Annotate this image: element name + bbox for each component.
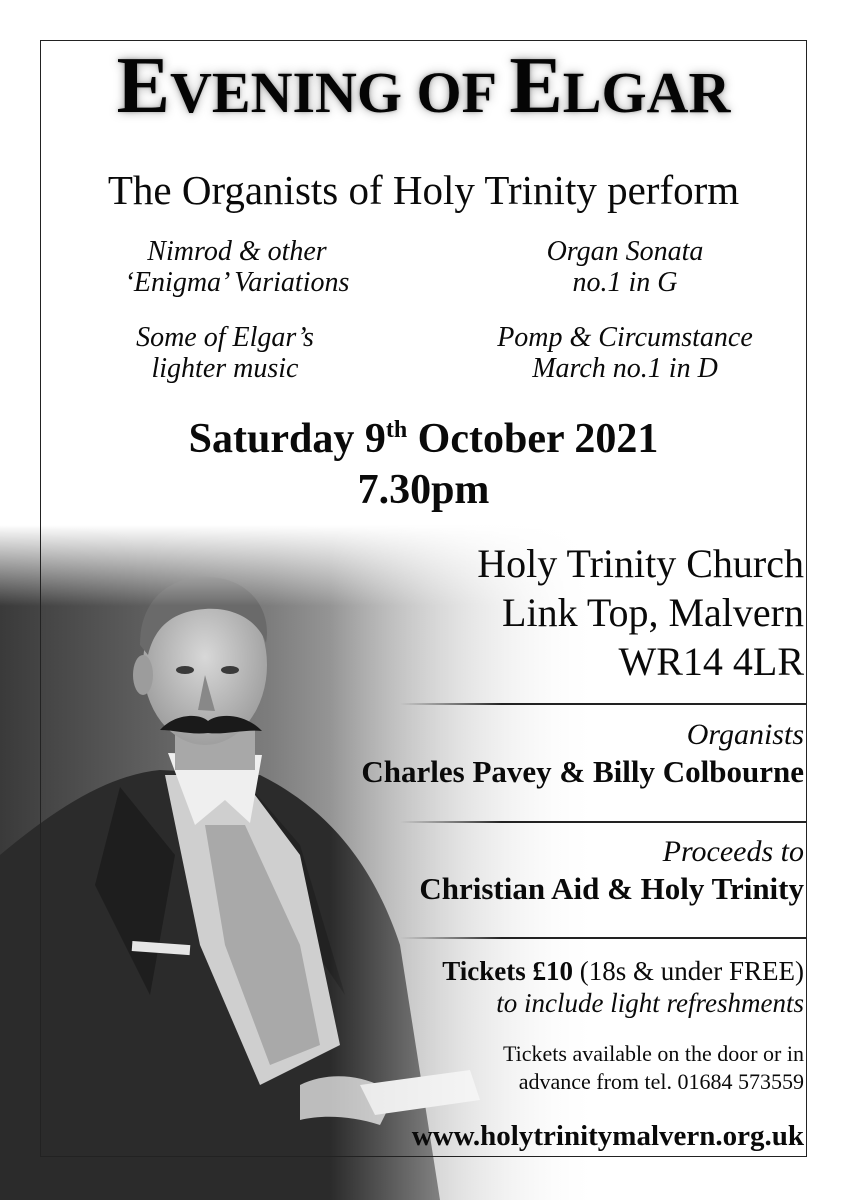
programme-item-line: Pomp & Circumstance xyxy=(497,322,753,353)
programme-item-line: Nimrod & other xyxy=(147,236,327,267)
title-letter-e: E xyxy=(116,42,170,130)
availability-block xyxy=(503,1040,804,1095)
programme-item-line: lighter music xyxy=(151,353,299,385)
title-word-lgar: LGAR xyxy=(562,60,731,125)
programme-item-3 xyxy=(60,322,390,385)
programme-item-line: ‘Enigma’ Variations xyxy=(124,267,350,299)
proceeds-label: Proceeds to xyxy=(662,835,804,868)
proceeds-beneficiaries: Christian Aid & Holy Trinity xyxy=(419,870,804,906)
event-time: 7.30pm xyxy=(357,467,490,514)
proceeds-block xyxy=(419,835,804,907)
divider xyxy=(400,821,807,823)
subtitle: The Organists of Holy Trinity perform xyxy=(107,167,740,213)
date-month-year: October 2021 xyxy=(417,416,659,462)
ticket-concession: (18s & under FREE) xyxy=(579,956,804,986)
event-title xyxy=(40,42,807,130)
title-word-vening: VENING xyxy=(170,60,403,125)
organists-label: Organists xyxy=(686,718,804,751)
availability-line: Tickets available on the door or in xyxy=(502,1041,804,1066)
venue-line: Link Top, Malvern xyxy=(502,589,804,635)
programme-item-1 xyxy=(72,236,402,299)
title-word-of: OF xyxy=(416,60,495,125)
event-date xyxy=(20,414,827,516)
website-link[interactable]: www.holytrinitymalvern.org.uk xyxy=(411,1120,804,1152)
programme-item-2 xyxy=(460,236,790,299)
date-day: Saturday 9 xyxy=(188,416,386,462)
organists-block xyxy=(361,718,804,790)
date-suffix: th xyxy=(385,417,408,443)
title-letter-e2: E xyxy=(509,42,563,130)
organists-names: Charles Pavey & Billy Colbourne xyxy=(361,753,804,789)
ticket-note: to include light refreshments xyxy=(496,988,804,1019)
divider xyxy=(400,703,807,705)
venue-line: WR14 4LR xyxy=(618,638,804,684)
programme-item-line: Some of Elgar’s xyxy=(136,322,314,353)
programme-item-line: March no.1 in D xyxy=(532,353,718,385)
programme-item-4 xyxy=(460,322,790,385)
ticket-price: Tickets £10 xyxy=(442,956,574,986)
programme-item-line: no.1 in G xyxy=(572,267,678,299)
availability-line: advance from tel. 01684 573559 xyxy=(518,1068,804,1094)
venue-address xyxy=(477,540,804,686)
programme-item-line: Organ Sonata xyxy=(546,236,704,267)
divider xyxy=(400,937,807,939)
tickets-block xyxy=(442,955,804,1020)
venue-line: Holy Trinity Church xyxy=(477,541,804,586)
